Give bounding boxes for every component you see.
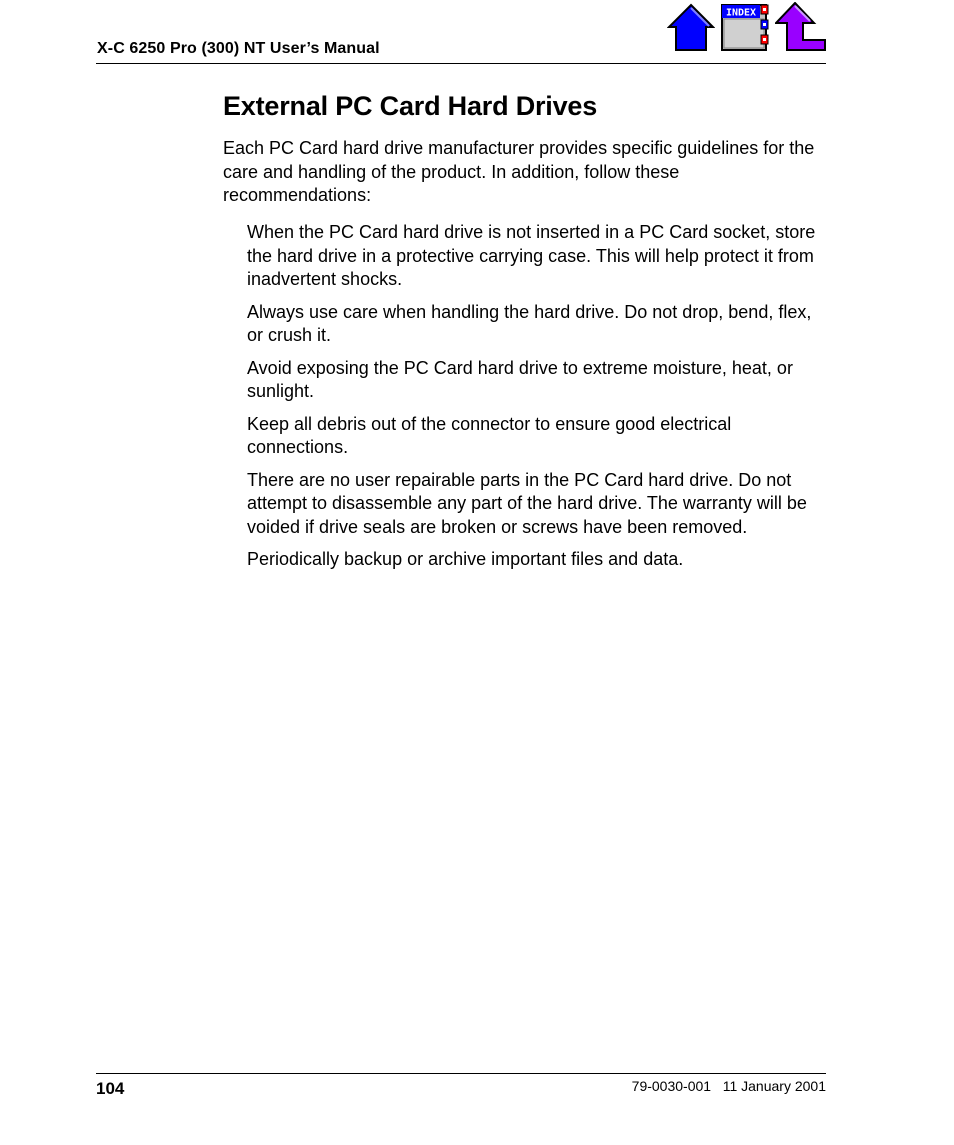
back-button[interactable]	[775, 2, 827, 52]
footer-divider	[96, 1073, 826, 1074]
list-item: Periodically backup or archive important files and data.	[247, 549, 684, 569]
home-icon	[667, 2, 715, 52]
list-item: There are no user repairable parts in the PC Card hard drive. Do not attempt to disassemble any part of the hard drive. The warranty will be voided if drive seals are broken or screws have been removed.	[247, 469, 807, 537]
manual-title: X-C 6250 Pro (300) NT User’s Manual	[97, 40, 380, 57]
index-icon	[720, 2, 770, 52]
list-item: Keep all debris out of the connector to ensure good electrical connections.	[247, 413, 732, 457]
document-id: 79-0030-001 11 January 2001	[631, 1078, 826, 1094]
list-item: Always use care when handling the hard drive. Do not drop, bend, flex, or crush it.	[247, 301, 812, 345]
intro-paragraph: Each PC Card hard drive manufacturer provides specific guidelines for the care and handling of the product. In addition, follow these recommendations:	[223, 138, 815, 205]
recommendations-list	[247, 221, 825, 581]
section-title: External PC Card Hard Drives	[223, 91, 598, 121]
list-item: Avoid exposing the PC Card hard drive to extreme moisture, heat, or sunlight.	[247, 357, 793, 401]
index-button[interactable]	[720, 2, 770, 52]
navigation-icons	[667, 2, 827, 54]
page-number: 104	[96, 1079, 125, 1098]
svg-text:INDEX: INDEX	[725, 7, 757, 19]
list-item: When the PC Card hard drive is not inserted in a PC Card socket, store the hard drive in a protective carrying case. This will help protect it from inadvertent shocks.	[247, 222, 816, 289]
header-divider	[96, 63, 826, 64]
home-button[interactable]	[667, 2, 715, 52]
back-arrow-icon	[775, 2, 827, 52]
